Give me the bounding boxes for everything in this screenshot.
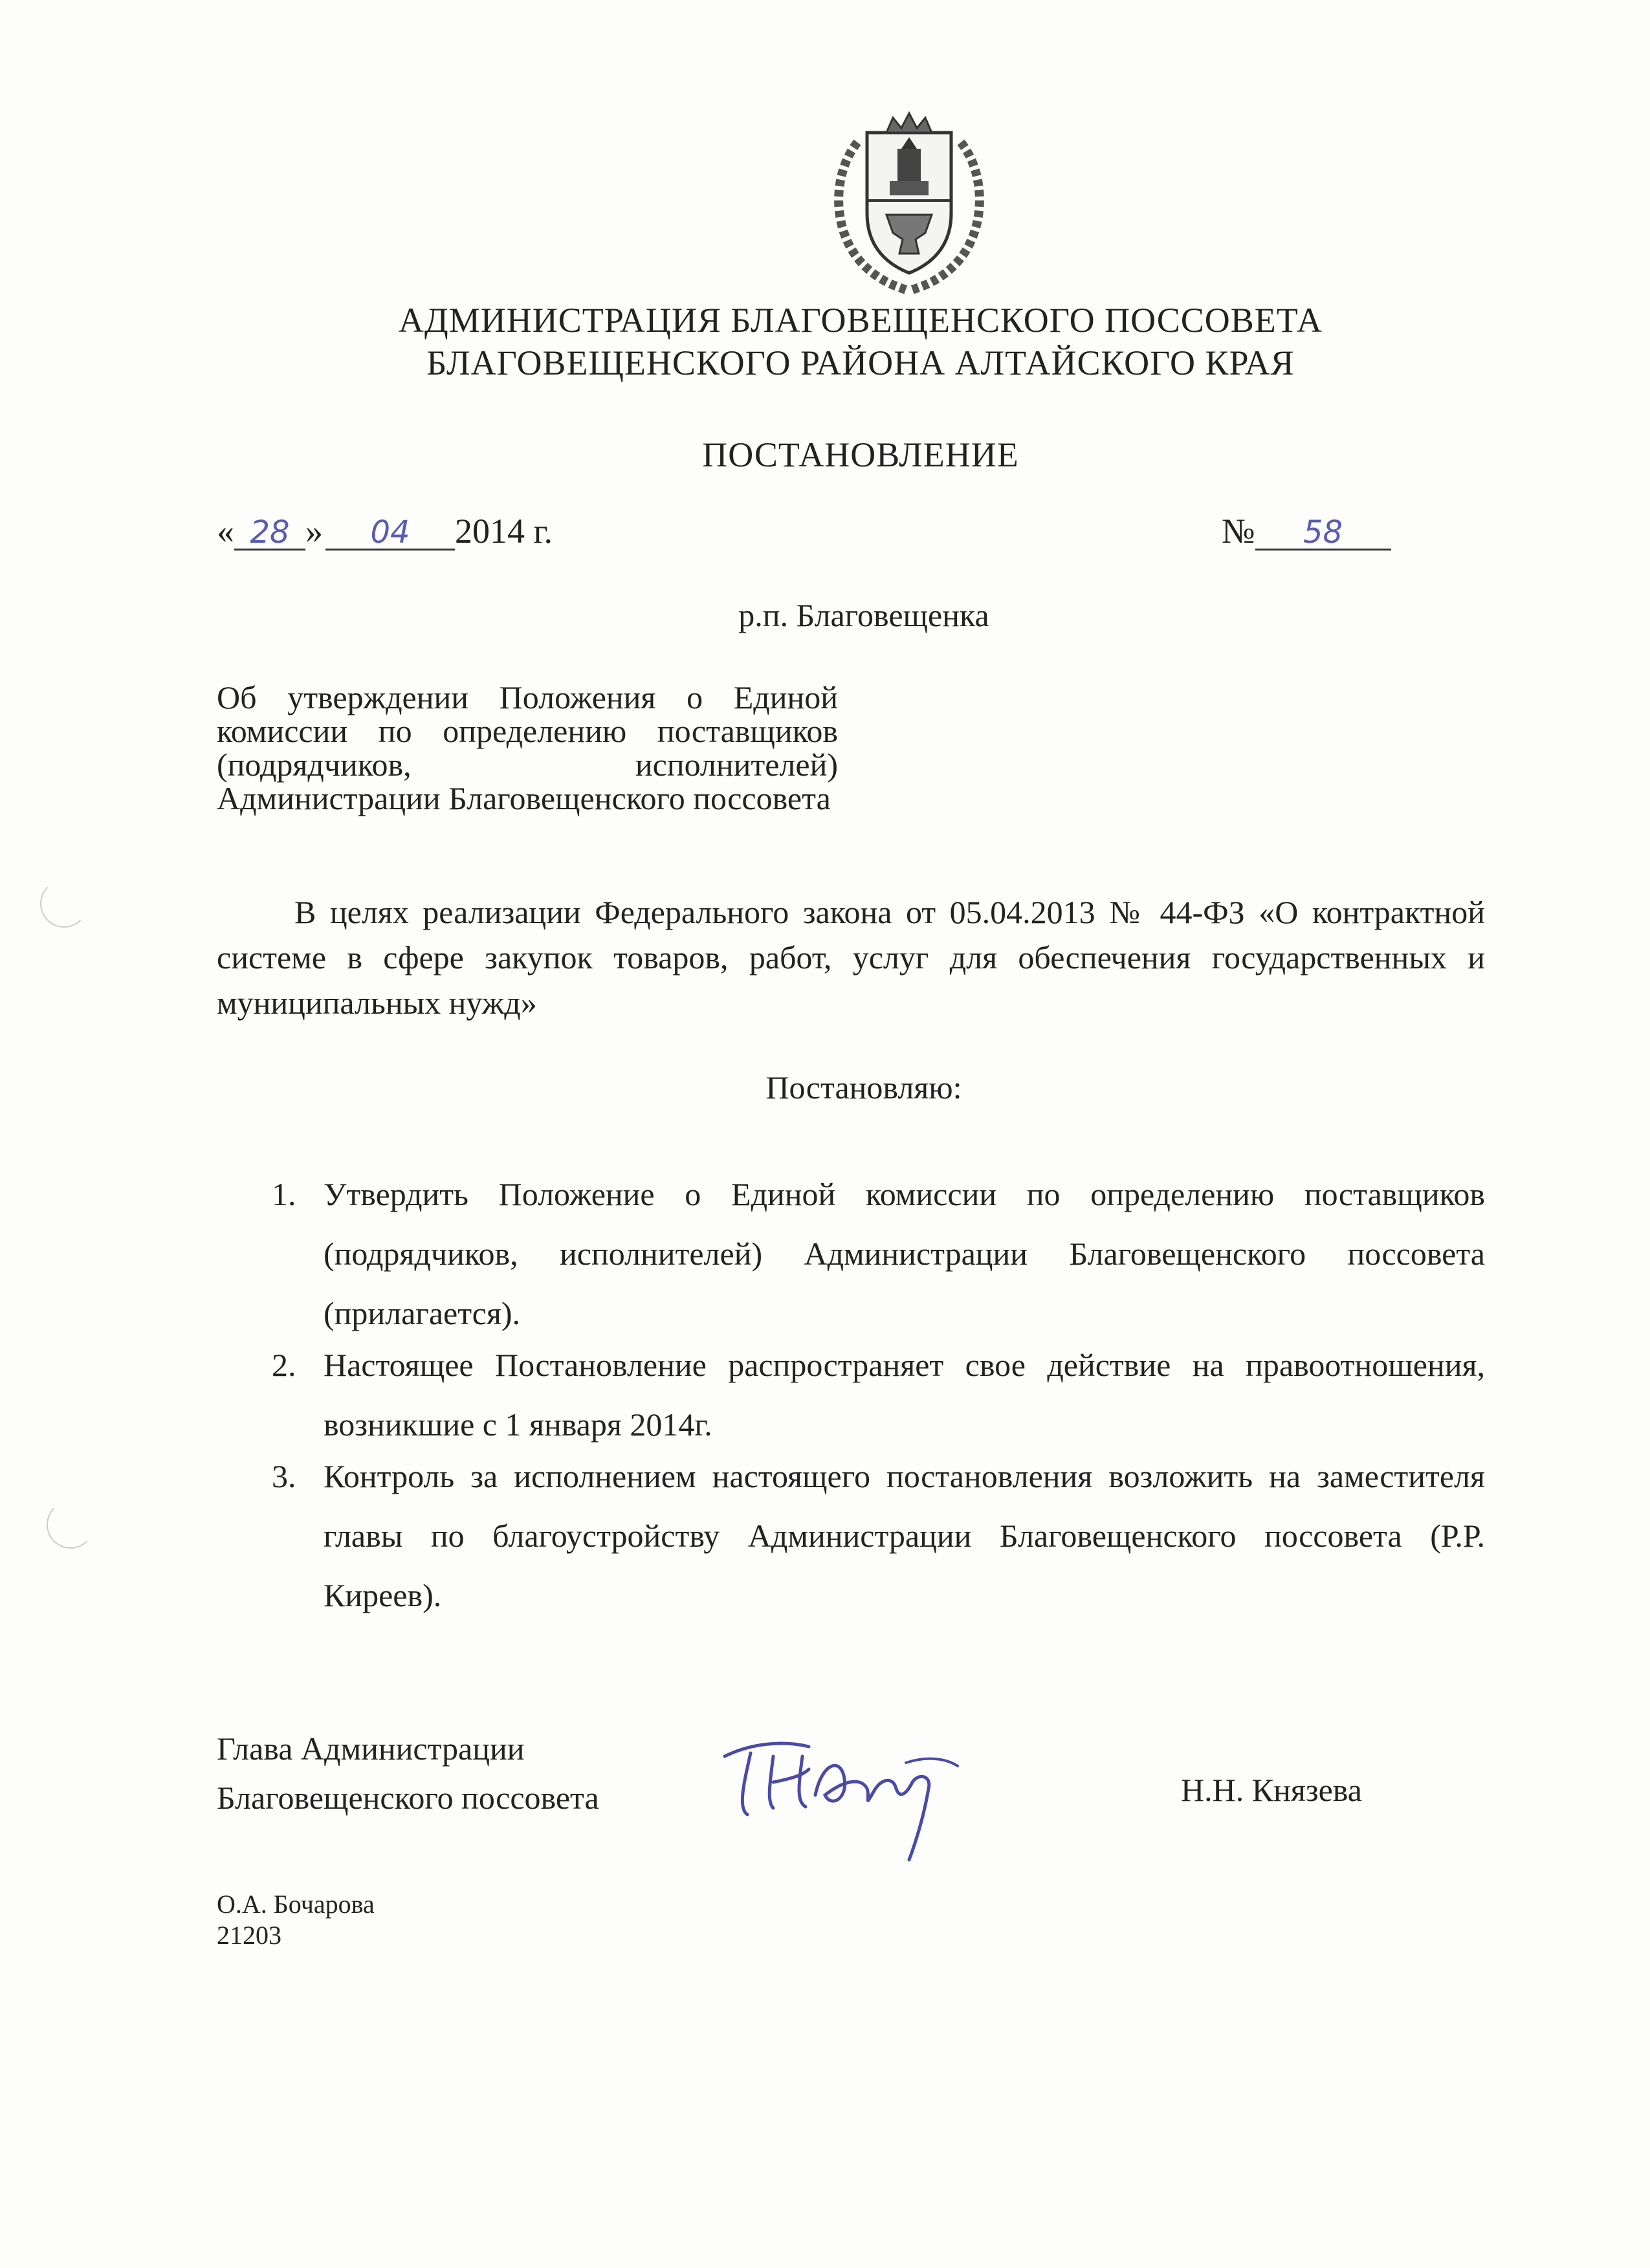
- executor-phone: 21203: [217, 1921, 281, 1950]
- resolve-heading: Постановляю:: [765, 1069, 962, 1106]
- date-day: 28: [250, 514, 290, 551]
- resolution-item: [272, 1446, 1485, 1625]
- handwritten-signature-icon: [712, 1717, 984, 1866]
- date-month: 04: [370, 514, 410, 551]
- punch-hole-mark: [40, 880, 88, 928]
- item-text: Контроль за исполнением настоящего постановления возложить на заместителя главы по благоустройству Администрации Благовещенского поссовета (Р.Р. Киреев).: [324, 1458, 1485, 1613]
- organization-header: [0, 299, 1650, 384]
- preamble-paragraph: В целях реализации Федерального закона от 05.04.2013 № 44-ФЗ «О контрактной системе в сфере закупок товаров, работ, услуг для обеспечения государственных и муниципальных нужд»: [217, 894, 1485, 1021]
- item-text: Настоящее Постановление распространяет свое действие на правоотношения, возникшие с 1 января 2014г.: [324, 1347, 1485, 1443]
- coat-of-arms-icon: [819, 104, 1000, 298]
- item-number: 2.: [272, 1347, 296, 1383]
- item-number: 3.: [272, 1458, 296, 1494]
- date-year: 2014 г.: [455, 512, 553, 551]
- place-of-issue: р.п. Благовещенка: [738, 597, 989, 633]
- document-type: ПОСТАНОВЛЕНИЕ: [702, 435, 1019, 474]
- punch-hole-mark: [47, 1501, 94, 1549]
- date-month-field: [325, 515, 455, 551]
- item-number: 1.: [272, 1176, 296, 1212]
- executor-name: О.А. Бочарова: [217, 1890, 375, 1919]
- signatory-name: Н.Н. Князева: [1181, 1772, 1362, 1808]
- header-line-2: БЛАГОВЕЩЕНСКОГО РАЙОНА АЛТАЙСКОГО КРАЯ: [426, 343, 1295, 382]
- date-close-quote: »: [305, 512, 323, 551]
- resolution-item: [272, 1164, 1485, 1343]
- item-text: Утвердить Положение о Единой комиссии по определению поставщиков (подрядчиков, исполнителей) Администрации Благовещенского поссовета (прилагается).: [324, 1176, 1485, 1331]
- header-line-1: АДМИНИСТРАЦИЯ БЛАГОВЕЩЕНСКОГО ПОССОВЕТА: [398, 301, 1323, 340]
- number-line: [1222, 511, 1391, 551]
- document-subject: Об утверждении Положения о Единой комиссии по определению поставщиков (подрядчиков, исполнителей) Администрации Благовещенского поссовета: [217, 679, 838, 816]
- number-field: [1255, 515, 1391, 551]
- signatory-title: [217, 1724, 599, 1822]
- executor-info: [217, 1889, 375, 1951]
- number-prefix: №: [1222, 512, 1255, 551]
- signatory-title-line-1: Глава Администрации: [217, 1730, 525, 1767]
- resolution-item: [272, 1335, 1485, 1454]
- signatory-title-line-2: Благовещенского поссовета: [217, 1780, 599, 1816]
- date-line: [217, 511, 553, 551]
- document-number: 58: [1303, 514, 1343, 551]
- date-open-quote: «: [217, 512, 234, 551]
- date-day-field: [234, 515, 305, 551]
- resolution-items: [272, 1164, 1485, 1625]
